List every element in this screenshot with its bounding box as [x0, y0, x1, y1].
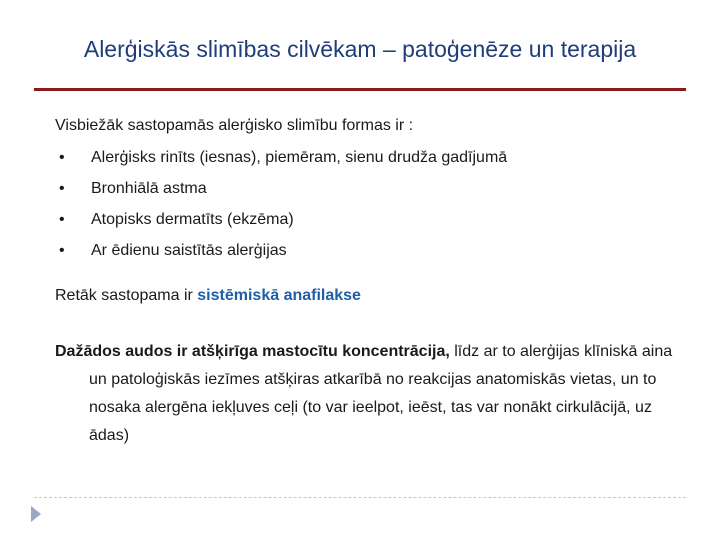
slide-content	[55, 116, 685, 450]
bullet-icon: •	[59, 149, 65, 166]
title-divider	[34, 88, 686, 91]
bullet-icon: •	[59, 180, 65, 197]
bullet-list	[55, 148, 685, 272]
bullet-icon: •	[59, 211, 65, 228]
bullet-text: Ar ēdienu saistītās alerģijas	[91, 242, 287, 259]
list-item	[55, 210, 685, 241]
footer-divider	[34, 497, 686, 498]
list-item	[55, 148, 685, 179]
list-item	[55, 179, 685, 210]
bullet-text: Atopisks dermatīts (ekzēma)	[91, 211, 294, 228]
main-paragraph	[55, 338, 685, 450]
rare-highlight: sistēmiskā anafilakse	[197, 287, 361, 304]
bullet-text: Bronhiālā astma	[91, 180, 207, 197]
slide-title: Alerģiskās slimības cilvēkam – patoģenēze un terapija	[83, 36, 637, 62]
main-bold-text: Dažādos audos ir atšķirīga mastocītu koncentrācija,	[55, 343, 450, 360]
triangle-right-icon[interactable]	[31, 506, 41, 522]
rare-prefix: Retāk sastopama ir	[55, 287, 198, 304]
rare-paragraph	[55, 286, 685, 306]
intro-text: Visbiežāk sastopamās alerģisko slimību formas ir :	[55, 117, 414, 134]
bullet-icon: •	[59, 242, 65, 259]
main-rest-text: līdz ar to alerģijas klīniskā aina un patoloģiskās iezīmes atšķiras atkarībā no reakcijas anatomiskās vietas, un to nosaka alergēna iekļuves ceļi (to var ieelpot, ieēst, tas var nonākt cirkulācijā, uz ādas)	[89, 343, 673, 444]
bullet-text: Alerģisks rinīts (iesnas), piemēram, sienu drudža gadījumā	[91, 149, 508, 166]
list-item	[55, 241, 685, 272]
